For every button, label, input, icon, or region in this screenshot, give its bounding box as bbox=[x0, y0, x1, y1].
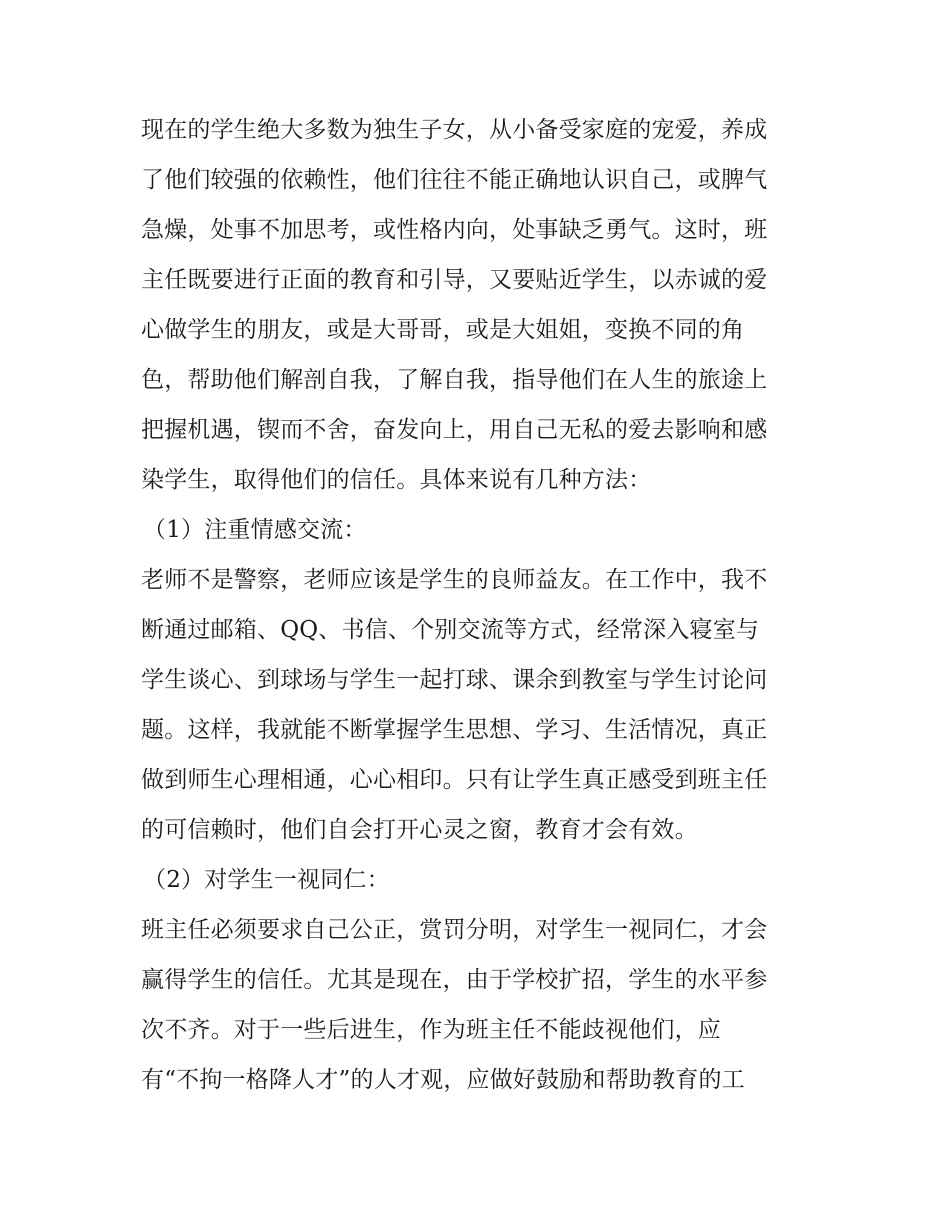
paragraph-line: 的可信赖时，他们自会打开心灵之窗，教育才会有效。 bbox=[141, 817, 698, 843]
paragraph-line: 染学生，取得他们的信任。具体来说有几种方法： bbox=[141, 467, 652, 493]
paragraph-line: 断通过邮箱、QQ、书信、个别交流等方式，经常深入寝室与 bbox=[141, 617, 760, 643]
paragraph-line: 有“不拘一格降人才”的人才观，应做好鼓励和帮助教育的工 bbox=[141, 1067, 745, 1093]
paragraph-line: 急燥，处事不加思考，或性格内向，处事缺乏勇气。这时，班 bbox=[141, 217, 768, 243]
paragraph-line: 现在的学生绝大多数为独生子女，从小备受家庭的宠爱，养成 bbox=[141, 117, 768, 143]
paragraph-line: 把握机遇，锲而不舍，奋发向上，用自己无私的爱去影响和感 bbox=[141, 417, 768, 443]
paragraph-line: 心做学生的朋友，或是大哥哥，或是大姐姐，变换不同的角 bbox=[141, 317, 745, 343]
section-heading: （2）对学生一视同仁： bbox=[143, 867, 390, 893]
paragraph-line: 主任既要进行正面的教育和引导，又要贴近学生，以赤诚的爱 bbox=[141, 267, 768, 293]
paragraph-line: 做到师生心理相通，心心相印。只有让学生真正感受到班主任 bbox=[141, 767, 768, 793]
paragraph-line: 了他们较强的依赖性，他们往往不能正确地认识自己，或脾气 bbox=[141, 167, 768, 193]
paragraph-line: 班主任必须要求自己公正，赏罚分明，对学生一视同仁，才会 bbox=[141, 917, 768, 943]
paragraph-line: 题。这样，我就能不断掌握学生思想、学习、生活情况，真正 bbox=[141, 717, 768, 743]
paragraph-line: 次不齐。对于一些后进生，作为班主任不能歧视他们，应 bbox=[141, 1017, 721, 1043]
paragraph-line: 老师不是警察，老师应该是学生的良师益友。在工作中，我不 bbox=[141, 567, 768, 593]
paragraph-line: 赢得学生的信任。尤其是现在，由于学校扩招，学生的水平参 bbox=[141, 967, 768, 993]
paragraph-line: 学生谈心、到球场与学生一起打球、课余到教室与学生讨论问 bbox=[141, 667, 768, 693]
paragraph-line: 色，帮助他们解剖自我，了解自我，指导他们在人生的旅途上 bbox=[141, 367, 768, 393]
section-heading: （1）注重情感交流： bbox=[143, 517, 367, 543]
